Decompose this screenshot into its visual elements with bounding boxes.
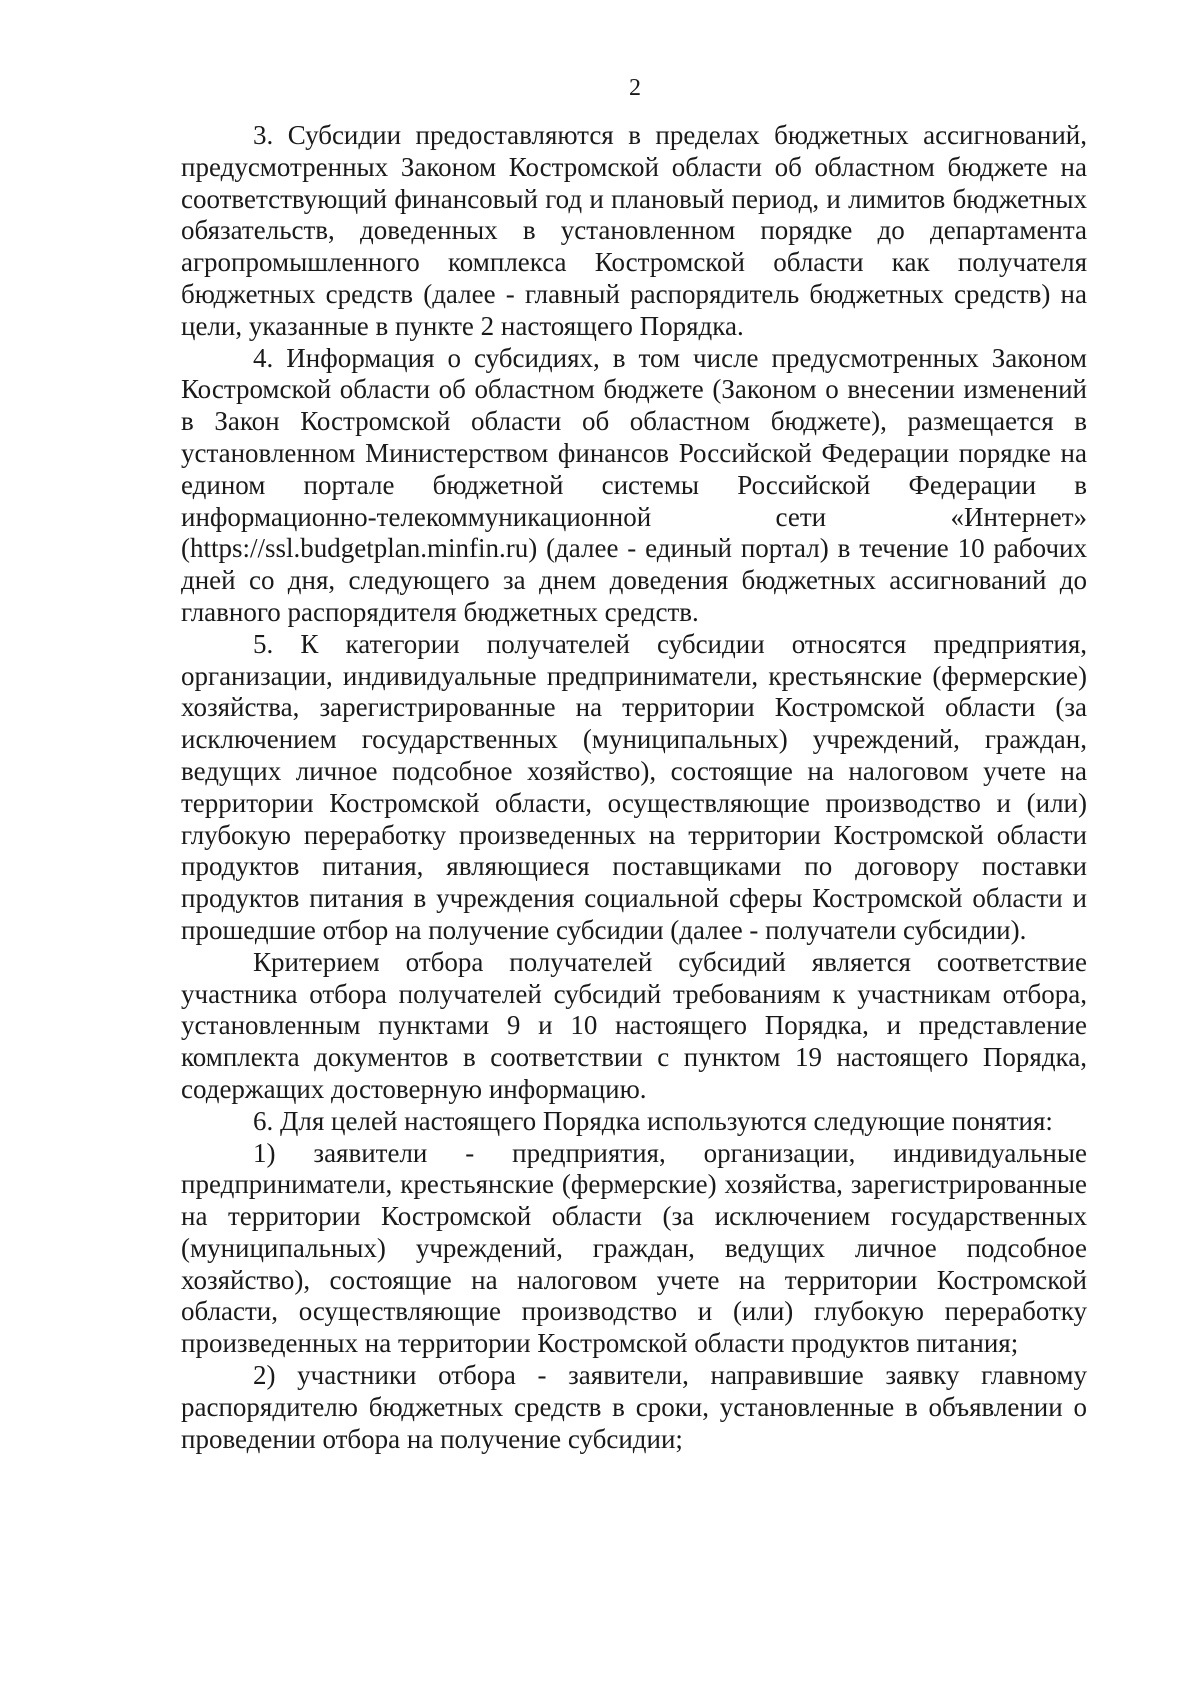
page-number: 2 bbox=[629, 75, 641, 101]
paragraph-6-definitions-intro: 6. Для целей настоящего Порядка используются следующие понятия: bbox=[253, 1105, 1053, 1136]
paragraph-3-subsidy-limits: 3. Субсидии предоставляются в пределах бюджетных ассигнований, предусмотренных Законом Костромской области об областном бюджете на соответствующий финансовый год и плановый период, и лимитов бюджетных обязательств, доведенных в установленном порядке до департамента агропромышленного комплекса Костромской области как получателя бюджетных средств (далее - главный распорядитель бюджетных средств) на цели, указанные в пункте 2 настоящего Порядка. bbox=[181, 120, 1087, 341]
definition-2-selection-participants: 2) участники отбора - заявители, направившие заявку главному распорядителю бюджетных средств в сроки, установленные в объявлении о проведении отбора на получение субсидии; bbox=[181, 1360, 1087, 1454]
definition-1-applicants: 1) заявители - предприятия, организации, индивидуальные предприниматели, крестьянские (фермерские) хозяйства, зарегистрированные на территории Костромской области (за исключением государственных (муниципальных) учреждений, граждан, ведущих личное подсобное хозяйство), состоящие на налоговом учете на территории Костромской области, осуществляющие производство и (или) глубокую переработку произведенных на территории Костромской области продуктов питания; bbox=[181, 1137, 1087, 1359]
paragraph-selection-criterion: Критерием отбора получателей субсидий является соответствие участника отбора получателей субсидий требованиям к участникам отбора, установленным пунктами 9 и 10 настоящего Порядка, и представление комплекта документов в соответствии с пунктом 19 настоящего Порядка, содержащих достоверную информацию. bbox=[181, 946, 1087, 1104]
paragraph-4-subsidy-information: 4. Информация о субсидиях, в том числе предусмотренных Законом Костромской области об областном бюджете (Законом о внесении изменений в Закон Костромской области об областном бюджете), размещается в установленном Министерством финансов Российской Федерации порядке на едином портале бюджетной системы Российской Федерации в информационно-телекоммуникационной сети «Интернет» (https://ssl.budgetplan.minfin.ru) (далее - единый портал) в течение 10 рабочих дней со дня, следующего за днем доведения бюджетных ассигнований до главного распорядителя бюджетных средств. bbox=[181, 342, 1087, 627]
document-body bbox=[181, 120, 1087, 1455]
paragraph-5-recipient-category: 5. К категории получателей субсидии относятся предприятия, организации, индивидуальные предприниматели, крестьянские (фермерские) хозяйства, зарегистрированные на территории Костромской области (за исключением государственных (муниципальных) учреждений, граждан, ведущих личное подсобное хозяйство), состоящие на налоговом учете на территории Костромской области, осуществляющие производство и (или) глубокую переработку произведенных на территории Костромской области продуктов питания, являющиеся поставщиками по договору поставки продуктов питания в учреждения социальной сферы Костромской области и прошедшие отбор на получение субсидии (далее - получатели субсидии). bbox=[181, 628, 1087, 945]
